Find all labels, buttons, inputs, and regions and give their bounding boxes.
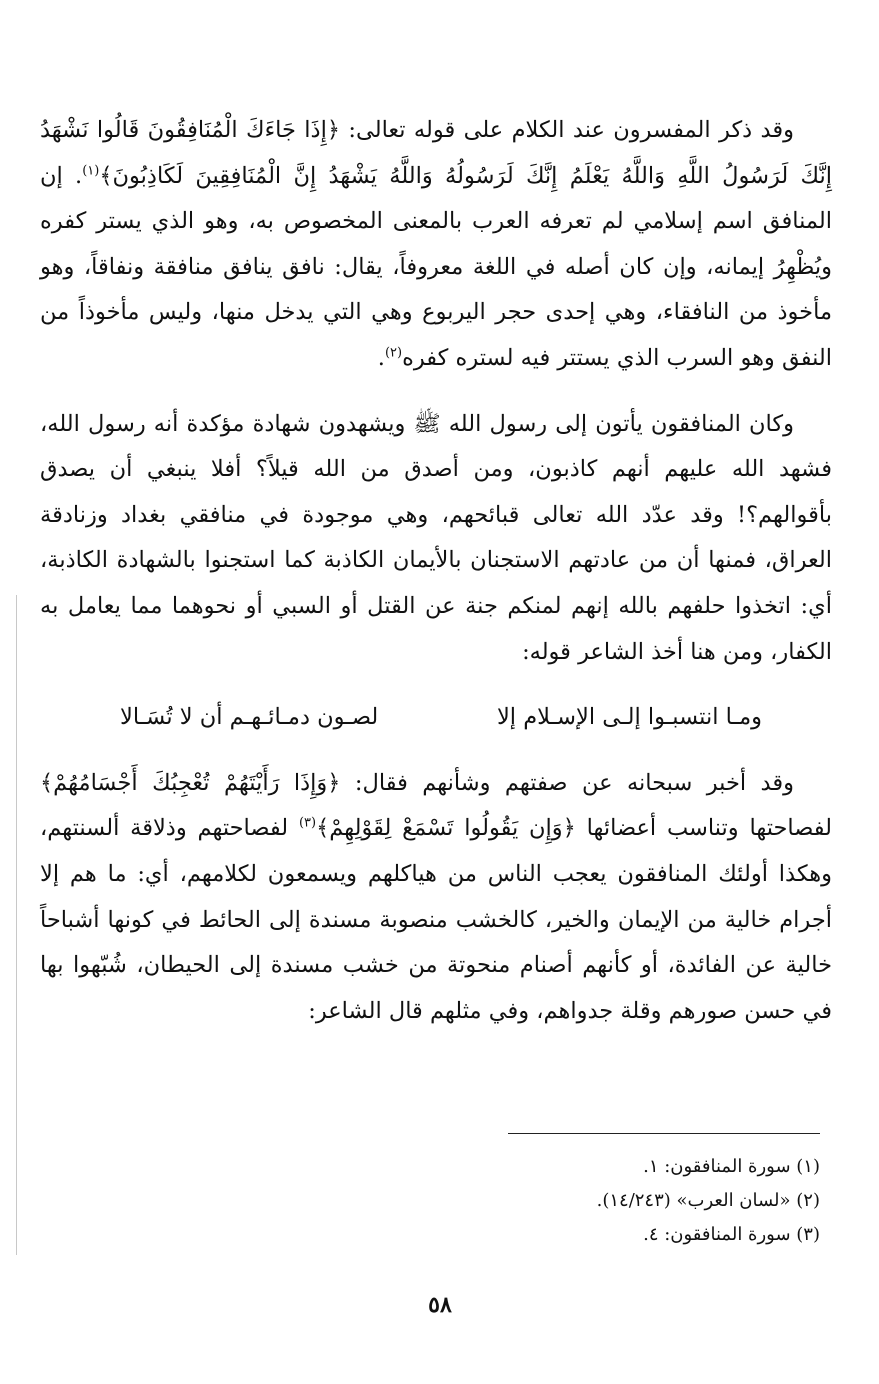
paragraph-1 xyxy=(40,108,832,382)
footnote-1: (١) سورة المنافقون: ١. xyxy=(643,1156,820,1177)
footnote-2: (٢) «لسان العرب» (١٤/٢٤٣). xyxy=(596,1190,820,1211)
paragraph-3 xyxy=(40,761,832,1035)
paragraph-3-text: وقد أخبر سبحانه عن صفتهم وشأنهم فقال: ﴿وَإِذَا رَأَيْتَهُمْ تُعْجِبُكَ أَجْسَامُهُمْ﴾ لفصاحتها وتناسب أعضائها ﴿وَإِن يَقُولُوا تَسْمَعْ لِقَوْلِهِمْ﴾ xyxy=(40,769,832,842)
paragraph-1-continuation: . إن المنافق اسم إسلامي لم تعرفه العرب بالمعنى المخصوص به، وهو الذي يستر كفره ويُظْهِرُ إيمانه، وإن كان أصله في اللغة معروفاً، يقال: نافق ينافق منافقة ونفاقاً، وهو مأخوذ من النافقاء، وهي إحدى حجر اليربوع وهي التي يدخل منها، وليس مأخوذاً من النفق وهو السرب الذي يستتر فيه لستره كفره xyxy=(40,162,832,371)
footnote-ref-1: (١) xyxy=(82,163,100,179)
page-number: ٥٨ xyxy=(428,1292,452,1318)
footnote-3: (٣) سورة المنافقون: ٤. xyxy=(643,1224,820,1245)
paragraph-2: وكان المنافقون يأتون إلى رسول الله ﷺ ويشهدون شهادة مؤكدة أنه رسول الله، فشهد الله عليهم أنهم كاذبون، ومن أصدق من الله قيلاً؟ أفلا ينبغي أن يصدق بأقوالهم؟! وقد عدّد الله تعالى قبائحهم، وهي موجودة في منافقي بغداد وزنادقة العراق، فمنها أن من عادتهم الاستجنان بالأيمان الكاذبة كما استجنوا بالشهادة الكاذبة، أي: اتخذوا حلفهم بالله إنهم لمنكم جنة عن القتل أو السبي أو نحوهما مما يعامل به الكفار، ومن هنا أخذ الشاعر قوله: xyxy=(40,410,832,665)
poetry-verse xyxy=(40,695,832,741)
main-text xyxy=(40,108,832,1034)
footnote-ref-3: (٣) xyxy=(298,815,317,831)
verse-second-hemistich: لصـون دمـائـهـم أن لا تُسَـالا xyxy=(120,704,379,731)
paragraph-1-end: . xyxy=(377,344,385,371)
scan-margin-line xyxy=(16,595,17,1255)
paragraph-3-continuation: لفصاحتهم وذلاقة ألسنتهم، وهكذا أولئك المنافقون يعجب الناس من هياكلهم ويسمعون لكلامهم، أي: ما هم إلا أجرام خالية من الإيمان والخير، كالخشب منصوبة مسندة إلى الحائط في كونها أشباحاً خالية عن الفائدة، أو كأنهم أصنام منحوتة من خشب مسندة إلى الحيطان، شُبّهوا بها في حسن صورهم وقلة جدواهم، وفي مثلهم قال الشاعر: xyxy=(40,815,832,1024)
verse-first-hemistich: ومـا انتسبـوا إلـى الإسـلام إلا xyxy=(496,704,762,731)
footnote-ref-2: (٢) xyxy=(384,345,403,361)
paragraph-1-text: وقد ذكر المفسرون عند الكلام على قوله تعالى: ﴿إِذَا جَاءَكَ الْمُنَافِقُونَ قَالُوا نَشْهَدُ إِنَّكَ لَرَسُولُ اللَّهِ وَاللَّهُ يَعْلَمُ إِنَّكَ لَرَسُولُهُ وَاللَّهُ يَشْهَدُ إِنَّ الْمُنَافِقِينَ لَكَاذِبُونَ﴾ xyxy=(40,117,832,189)
footnote-separator xyxy=(508,1133,820,1134)
footnotes xyxy=(300,1150,820,1252)
